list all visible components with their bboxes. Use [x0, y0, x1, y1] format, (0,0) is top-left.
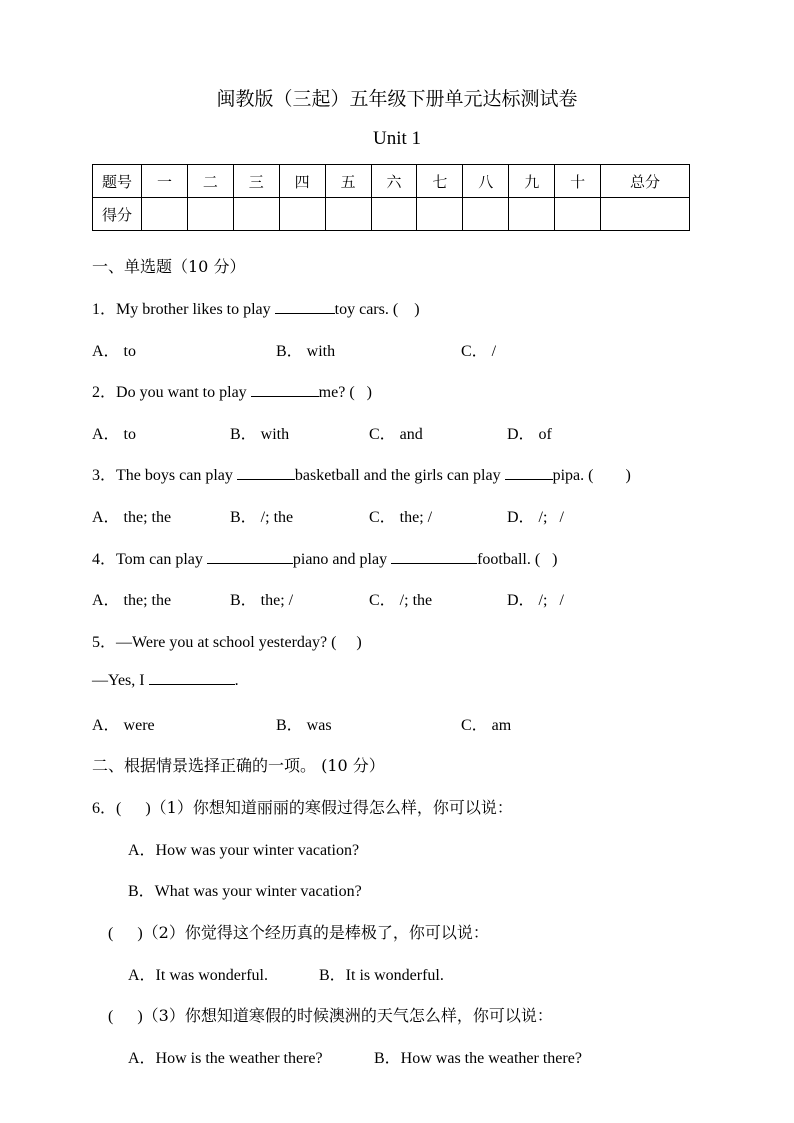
- answer-paren[interactable]: ( ): [108, 925, 143, 942]
- score-cell[interactable]: [463, 198, 509, 231]
- option-a[interactable]: A．It was wonderful.: [128, 967, 268, 984]
- question-number: 6．( ): [92, 800, 151, 817]
- answer-blank[interactable]: [149, 670, 235, 685]
- question-number: 3．: [92, 467, 117, 484]
- question-text: —Yes, I: [92, 672, 149, 689]
- page-title: 闽教版（三起）五年级下册单元达标测试卷: [216, 88, 578, 110]
- score-table-score-row: [93, 198, 690, 231]
- option-b[interactable]: B．It is wonderful.: [319, 967, 444, 984]
- score-cell[interactable]: [601, 198, 690, 231]
- question-text: My brother likes to play: [116, 301, 275, 318]
- question-text: football. ( ): [477, 551, 558, 568]
- question-6-part-1: [92, 795, 513, 818]
- question-1: [92, 296, 420, 319]
- answer-blank[interactable]: [505, 465, 553, 480]
- question-text: （1）你想知道丽丽的寒假过得怎么样，你可以说：: [150, 798, 513, 817]
- option-b[interactable]: B． was: [276, 717, 332, 734]
- option-a[interactable]: A． to: [92, 426, 137, 443]
- table-cell: 总分: [601, 165, 690, 198]
- option-a[interactable]: A．How was your winter vacation?: [128, 842, 360, 859]
- option-b[interactable]: B．What was your winter vacation?: [128, 883, 362, 900]
- answer-blank[interactable]: [207, 549, 293, 564]
- option-b[interactable]: B． with: [230, 426, 290, 443]
- question-text: （3）你想知道寒假的时候澳洲的天气怎么样，你可以说：: [142, 1006, 553, 1025]
- option-b[interactable]: B． with: [276, 343, 336, 360]
- question-3: [92, 462, 631, 485]
- answer-blank[interactable]: [391, 549, 477, 564]
- table-cell: 八: [463, 165, 509, 198]
- question-number: 4．: [92, 551, 117, 568]
- score-cell[interactable]: [555, 198, 601, 231]
- table-cell: 二: [187, 165, 233, 198]
- answer-paren[interactable]: ( ): [108, 1008, 143, 1025]
- score-cell[interactable]: [279, 198, 325, 231]
- question-6-part-3: [108, 1003, 553, 1026]
- score-cell[interactable]: [187, 198, 233, 231]
- question-number: 1．: [92, 301, 117, 318]
- option-b[interactable]: B．How was the weather there?: [374, 1050, 582, 1067]
- question-text: The boys can play: [116, 467, 237, 484]
- option-a[interactable]: A． were: [92, 717, 155, 734]
- score-table: [92, 164, 690, 231]
- table-cell: 得分: [93, 198, 142, 231]
- question-text: （2）你觉得这个经历真的是棒极了，你可以说：: [142, 923, 489, 942]
- table-cell: 九: [509, 165, 555, 198]
- question-6-part-2: [108, 920, 489, 943]
- option-c[interactable]: C． /; the: [369, 592, 433, 609]
- option-b[interactable]: B． /; the: [230, 509, 294, 526]
- question-text: Tom can play: [116, 551, 207, 568]
- score-cell[interactable]: [417, 198, 463, 231]
- question-text: —Were you at school yesterday? ( ): [116, 634, 362, 651]
- table-cell: 七: [417, 165, 463, 198]
- answer-blank[interactable]: [275, 299, 335, 314]
- question-text: piano and play: [292, 551, 392, 568]
- table-cell: 题号: [93, 165, 142, 198]
- option-a[interactable]: A． the; the: [92, 509, 172, 526]
- table-cell: 四: [279, 165, 325, 198]
- table-cell: 三: [233, 165, 279, 198]
- unit-title: Unit 1: [372, 128, 422, 149]
- score-cell[interactable]: [371, 198, 417, 231]
- table-cell: 一: [142, 165, 188, 198]
- question-text: .: [234, 672, 239, 689]
- question-number: 2．: [92, 384, 117, 401]
- score-cell[interactable]: [509, 198, 555, 231]
- score-cell[interactable]: [233, 198, 279, 231]
- option-a[interactable]: A． to: [92, 343, 137, 360]
- question-text: basketball and the girls can play: [294, 467, 505, 484]
- table-cell: 五: [325, 165, 371, 198]
- question-5-answer-line: [92, 670, 239, 690]
- answer-blank[interactable]: [237, 465, 295, 480]
- question-text: pipa. ( ): [552, 467, 631, 484]
- option-c[interactable]: C． am: [461, 717, 512, 734]
- option-d[interactable]: D． /; /: [507, 592, 564, 609]
- question-4: [92, 546, 558, 569]
- question-5: [92, 629, 362, 652]
- option-a[interactable]: A． the; the: [92, 592, 172, 609]
- section-heading: 一、单选题（10 分）: [92, 257, 246, 276]
- section-heading: 二、根据情景选择正确的一项。 (10 分）: [92, 756, 385, 775]
- question-text: toy cars. ( ): [334, 301, 420, 318]
- table-cell: 六: [371, 165, 417, 198]
- score-cell[interactable]: [142, 198, 188, 231]
- option-c[interactable]: C． the; /: [369, 509, 433, 526]
- question-2: [92, 379, 372, 402]
- question-number: 5．: [92, 634, 117, 651]
- option-b[interactable]: B． the; /: [230, 592, 294, 609]
- question-text: Do you want to play: [116, 384, 251, 401]
- answer-blank[interactable]: [251, 382, 319, 397]
- question-text: me? ( ): [318, 384, 372, 401]
- option-d[interactable]: D． of: [507, 426, 552, 443]
- table-cell: 十: [555, 165, 601, 198]
- option-c[interactable]: C． and: [369, 426, 423, 443]
- option-d[interactable]: D． /; /: [507, 509, 564, 526]
- option-a[interactable]: A．How is the weather there?: [128, 1050, 323, 1067]
- score-cell[interactable]: [325, 198, 371, 231]
- score-table-header-row: [93, 165, 690, 198]
- option-c[interactable]: C． /: [461, 343, 497, 360]
